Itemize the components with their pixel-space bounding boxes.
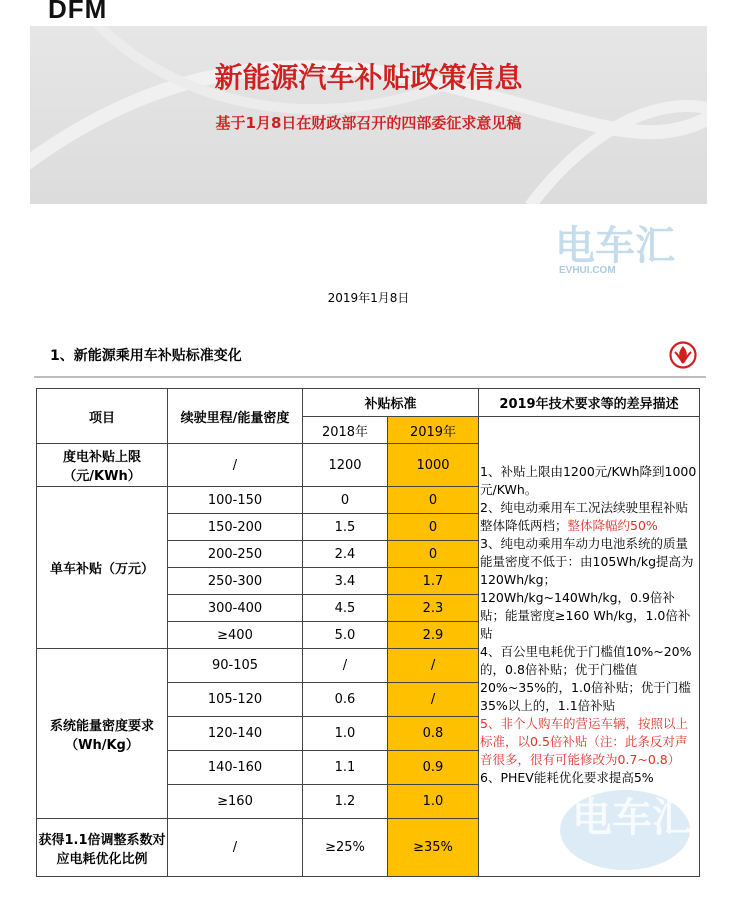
- watermark-text: 电车汇: [555, 224, 675, 268]
- watermark-url: EVHUI.COM: [559, 265, 616, 276]
- cell-range: 300-400: [168, 595, 303, 622]
- page-title: 新能源汽车补贴政策信息: [214, 61, 523, 94]
- row-label-coefficient: 获得1.1倍调整系数对应电耗优化比例: [37, 819, 168, 877]
- cell-range: 105-120: [168, 683, 303, 717]
- header-description: 2019年技术要求等的差异描述: [479, 389, 700, 417]
- cell-2018: 0: [303, 487, 388, 514]
- cell-2018: 4.5: [303, 595, 388, 622]
- header-year-2019: 2019年: [388, 417, 479, 444]
- title-banner: [30, 26, 707, 204]
- cell-2018: 1.1: [303, 751, 388, 785]
- cell-2019: 1.7: [388, 568, 479, 595]
- desc-point-2-highlight: 整体降幅约50%: [567, 518, 658, 533]
- cell-range: 100-150: [168, 487, 303, 514]
- header-year-2018: 2018年: [303, 417, 388, 444]
- cell-2018: 0.6: [303, 683, 388, 717]
- cell-2019: /: [388, 649, 479, 683]
- cell-range: 90-105: [168, 649, 303, 683]
- cell-2018: 5.0: [303, 622, 388, 649]
- cell-range: /: [168, 819, 303, 877]
- desc-point-3: 3、纯电动乘用车动力电池系统的质量能量密度不低于：由105Wh/kg提高为120Wh/kg；120Wh/kg~140Wh/kg，0.9倍补贴；能量密度≥160 Wh/kg，1.0倍补贴: [480, 536, 694, 641]
- cell-2019: 1000: [388, 444, 479, 487]
- watermark: [555, 214, 675, 276]
- cell-2019: 2.3: [388, 595, 479, 622]
- header-item: 项目: [37, 389, 168, 444]
- cell-2018: 2.4: [303, 541, 388, 568]
- row-label-density: 系统能量密度要求（Wh/Kg）: [37, 649, 168, 819]
- desc-point-4: 4、百公里电耗优于门槛值10%~20%的，0.8倍补贴；优于门槛值20%~35%的，1.0倍补贴；优于门槛35%以上的，1.1倍补贴: [480, 644, 692, 713]
- cell-2018: 1200: [303, 444, 388, 487]
- cell-2019: 0: [388, 541, 479, 568]
- document-date: 2019年1月8日: [327, 291, 410, 305]
- cell-range: 250-300: [168, 568, 303, 595]
- cell-2018: /: [303, 649, 388, 683]
- cell-range: ≥160: [168, 785, 303, 819]
- cell-2019: ≥35%: [388, 819, 479, 877]
- cell-2019: 0.8: [388, 717, 479, 751]
- dongfeng-logo-icon: [669, 341, 697, 369]
- section-divider: [34, 376, 706, 378]
- cell-2019: 0: [388, 514, 479, 541]
- cell-2019: 0: [388, 487, 479, 514]
- dfm-logo: DFM: [48, 0, 108, 24]
- cell-2018: 3.4: [303, 568, 388, 595]
- desc-point-5: 5、非个人购车的营运车辆，按照以上标准，以0.5倍补贴（注：此条反对声音很多，很有可能修改为0.7~0.8）: [480, 716, 688, 767]
- desc-point-1: 1、补贴上限由1200元/KWh降到1000元/KWh。: [480, 464, 697, 497]
- cell-range: 120-140: [168, 717, 303, 751]
- page-subtitle: 基于1月8日在财政部召开的四部委征求意见稿: [215, 114, 522, 132]
- cell-2018: 1.0: [303, 717, 388, 751]
- watermark-text-bottom: 电车汇: [572, 796, 692, 840]
- cell-2018: ≥25%: [303, 819, 388, 877]
- header-subsidy: 补贴标准: [303, 389, 479, 417]
- row-label-cap: 度电补贴上限（元/KWh）: [37, 444, 168, 487]
- cell-2019: /: [388, 683, 479, 717]
- cell-2019: 0.9: [388, 751, 479, 785]
- cell-2018: 1.5: [303, 514, 388, 541]
- cell-range: 200-250: [168, 541, 303, 568]
- header-range: 续驶里程/能量密度: [168, 389, 303, 444]
- cell-2019: 2.9: [388, 622, 479, 649]
- cell-2019: 1.0: [388, 785, 479, 819]
- desc-point-2: 2、纯电动乘用车工况法续驶里程补贴整体降低两档；: [480, 500, 688, 533]
- desc-point-6: 6、PHEV能耗优化要求提高5%: [480, 770, 654, 785]
- cell-2018: 1.2: [303, 785, 388, 819]
- cell-range: 150-200: [168, 514, 303, 541]
- cell-range: 140-160: [168, 751, 303, 785]
- cell-range: ≥400: [168, 622, 303, 649]
- cell-range: /: [168, 444, 303, 487]
- section-title: 1、新能源乘用车补贴标准变化: [50, 348, 242, 364]
- row-label-vehicle: 单车补贴（万元）: [37, 487, 168, 649]
